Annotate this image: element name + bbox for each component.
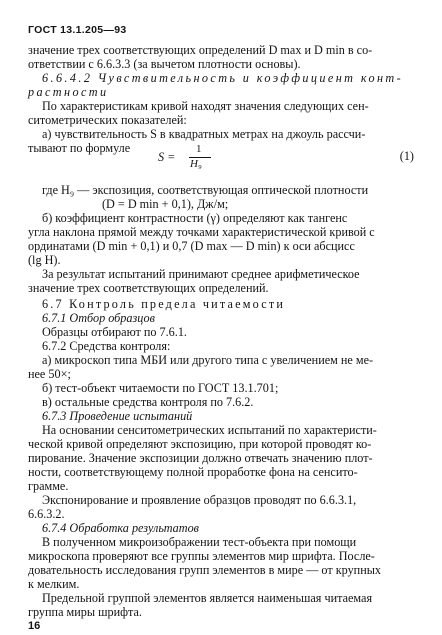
section-heading: 6.7 Контроль предела читаемости — [42, 297, 286, 311]
formula-denominator: H₉ — [190, 158, 202, 170]
text-line: а) чувствительность S в квадратных метрах на джоуль рассчи- — [42, 127, 366, 141]
formula-numerator: 1 — [196, 143, 202, 155]
text-line: значение трех соответствующих определений. — [28, 281, 269, 295]
text-line: (D = D min + 0,1), Дж/м; — [102, 197, 229, 211]
text-line: довательность исследования групп элементов в мире — от крупных — [28, 563, 382, 577]
text-line: За результат испытаний принимают среднее арифметическое — [42, 267, 360, 281]
text-line: к мелким. — [28, 577, 80, 591]
text-line: На основании сенситометрических испытаний по характеристи- — [42, 423, 377, 437]
section-heading-cont: растности — [28, 85, 109, 99]
text-line: В полученном микроизображении тест-объекта при помощи — [42, 535, 357, 549]
page-number: 16 — [28, 620, 41, 632]
text-line: б) коэффициент контрастности (γ) определяют как тангенс — [42, 211, 348, 225]
text-line: угла наклона прямой между точками характеристической кривой с — [28, 225, 375, 239]
formula — [0, 143, 442, 173]
subsection-heading: 6.7.2 Средства контроля: — [42, 339, 171, 353]
text-line: тывают по формуле — [28, 141, 131, 155]
formula-lhs: S = — [158, 150, 176, 164]
text-line: грамме. — [28, 479, 69, 493]
subsection-heading: 6.7.3 Проведение испытаний — [42, 409, 193, 423]
text-line: ности, соответствующему полной проработке фона на сенсито- — [28, 465, 358, 479]
text-line: Предельной группой элементов является наименьшая читаемая — [42, 591, 373, 605]
text-line: ответствии с 6.6.3.3 (за вычетом плотности основы). — [28, 57, 301, 71]
subsection-heading: 6.7.1 Отбор образцов — [42, 311, 155, 325]
text-line: По характеристикам кривой находят значения следующих сен- — [42, 99, 369, 113]
text-line: а) микроскоп типа МБИ или другого типа с увеличением не ме- — [42, 353, 374, 367]
text-line: Экспонирование и проявление образцов проводят по 6.6.3.1, — [42, 493, 357, 507]
text-line: микроскопа проверяют все группы элементов мир шрифта. После- — [28, 549, 375, 563]
text-line: (lg H). — [28, 253, 61, 267]
text-line: ординатами (D min + 0,1) и 0,7 (D max — D min) к оси абсцисс — [28, 239, 355, 253]
text-line: 6.6.3.2. — [28, 507, 65, 521]
subsection-heading: 6.7.4 Обработка результатов — [42, 521, 199, 535]
text-line: в) остальные средства контроля по 7.6.2. — [42, 395, 254, 409]
section-heading: 6.6.4.2 Чувствительность и коэффициент конт- — [42, 71, 404, 85]
text-line: ческой кривой определяют экспозицию, при которой проводят ко- — [28, 437, 372, 451]
text-line: б) тест-объект читаемости по ГОСТ 13.1.701; — [42, 381, 279, 395]
text-line: группа миры шрифта. — [28, 605, 142, 619]
text-line: ситометрических показателей: — [28, 113, 187, 127]
text-line: нее 50×; — [28, 367, 71, 381]
text-line: значение трех соответствующих определений D max и D min в со- — [28, 43, 373, 57]
formula-number: (1) — [399, 149, 414, 163]
text-line: пирование. Значение экспозиции должно отвечать значению плот- — [28, 451, 373, 465]
text-line: Образцы отбирают по 7.6.1. — [42, 325, 187, 339]
text-line: где H₉ — экспозиция, соответствующая оптической плотности — [42, 183, 369, 197]
page-header: ГОСТ 13.1.205—93 — [28, 24, 127, 36]
